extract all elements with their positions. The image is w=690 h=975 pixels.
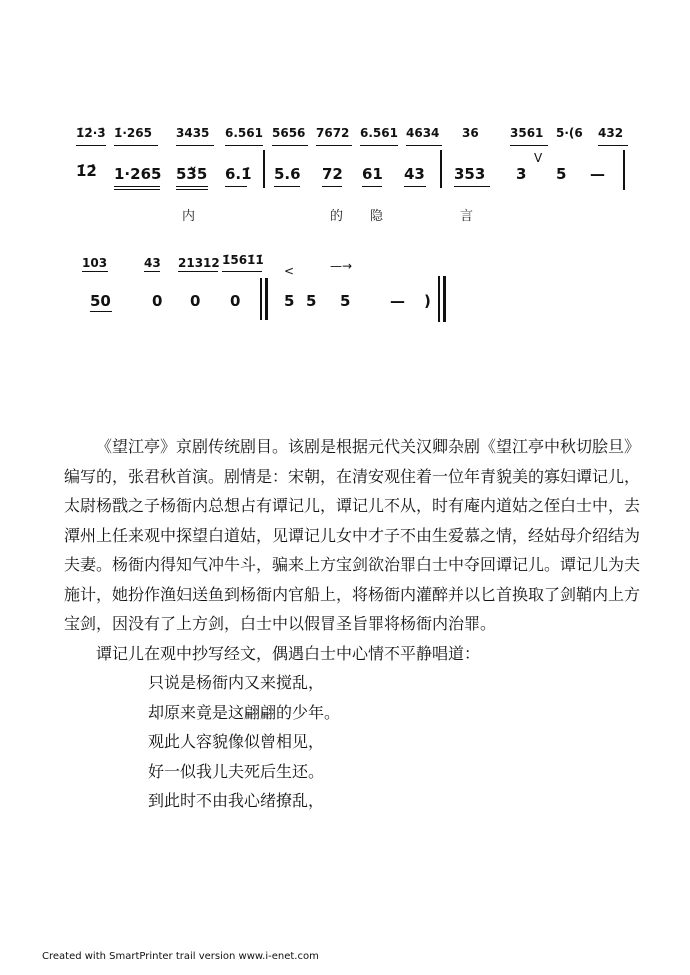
score-note: 36 — [462, 126, 479, 140]
crescendo-mark: < — [284, 264, 295, 278]
score-note: 5 — [284, 292, 295, 310]
lyric-char: 的 — [330, 209, 344, 224]
crescendo-line: —→ — [330, 259, 353, 273]
score-note: 1̇2̇·3̇ — [76, 126, 106, 140]
score-note: 5.6 — [274, 165, 301, 183]
lyric-char: 隐 — [370, 209, 384, 224]
score-note: 1̇561̇1̇ — [222, 253, 264, 267]
score-note: 43 — [144, 256, 161, 270]
breath-mark: V — [534, 151, 543, 165]
score-note: 1·265 — [114, 165, 162, 183]
score-note: 7672 — [316, 126, 350, 140]
score-note: 43 — [404, 165, 425, 183]
score-note: 3435 — [176, 126, 210, 140]
lyric-char: 言 — [460, 209, 474, 224]
jianpu-score — [0, 0, 690, 340]
score-note: 6.1̇ — [225, 165, 252, 183]
score-note: 0 — [152, 292, 163, 310]
score-note: 0 — [190, 292, 201, 310]
score-note: — — [590, 165, 605, 183]
score-note: 5656 — [272, 126, 306, 140]
score-note: 72 — [322, 165, 343, 183]
lyric-char: 内 — [182, 209, 196, 224]
score-note: 353 — [454, 165, 486, 183]
score-note: 1̇·265 — [114, 126, 152, 140]
score-note: 5 — [306, 292, 317, 310]
verse-line: 观此人容貌像似曾相见， — [148, 732, 325, 751]
intro-paragraph: 谭记儿在观中抄写经文，偶遇白士中心情不平静唱道： — [96, 643, 481, 663]
score-note: 21312 — [178, 256, 220, 270]
score-note: 5 — [340, 292, 351, 310]
score-note: 61 — [362, 165, 383, 183]
verse-line: 好一似我儿夫死后生还。 — [148, 761, 325, 781]
score-note: 5 — [556, 165, 567, 183]
score-note: 6.561 — [225, 126, 263, 140]
synopsis-paragraph: 《望江亭》京剧传统剧目。该剧是根据元代关汉卿杂剧《望江亭中秋切脍旦》编写的，张君秋首演。剧情是：宋朝，在清安观住着一位年青貌美的寡妇谭记儿，太尉杨戬之子杨衙内总想占有谭记儿，谭记儿不从，时有庵内道姑之侄白士中，去潭州上任来观中探望白道姑，见谭记儿女中才子不由生爱慕之情，经姑母介绍结为夫妻。杨衙内得知气冲牛斗，骗来上方宝剑欲治罪白士中夺回谭记儿。谭记儿为夫施计，她扮作渔妇送鱼到杨衙内官船上，将杨衙内灌醉并以匕首换取了剑鞘内上方宝剑，因没有了上方剑，白士中以假冒圣旨罪将杨衙内治罪。 — [64, 437, 641, 633]
score-note: — — [390, 292, 405, 310]
score-note: 3561 — [510, 126, 544, 140]
article-text — [64, 432, 644, 816]
score-note: 5·(6 — [556, 126, 583, 140]
score-note: 50 — [90, 292, 111, 310]
score-note: ) — [424, 292, 431, 310]
score-note: 1̇2̇ — [76, 162, 97, 180]
verse-line: 却原来竟是这翩翩的少年。 — [148, 702, 341, 722]
score-note: 3 — [516, 165, 527, 183]
score-note: 6.561 — [360, 126, 398, 140]
verse-line: 到此时不由我心绪撩乱， — [148, 791, 325, 810]
score-note: 0 — [230, 292, 241, 310]
verse-line: 只说是杨衙内又来搅乱， — [148, 673, 325, 692]
score-note: 4634 — [406, 126, 440, 140]
lyric-verse — [64, 668, 644, 816]
score-note: 432 — [598, 126, 624, 140]
score-note: 53̌5 — [176, 165, 208, 183]
score-note: 103 — [82, 256, 108, 270]
watermark-footer: Created with SmartPrinter trail version www.i-enet.com — [42, 951, 319, 962]
